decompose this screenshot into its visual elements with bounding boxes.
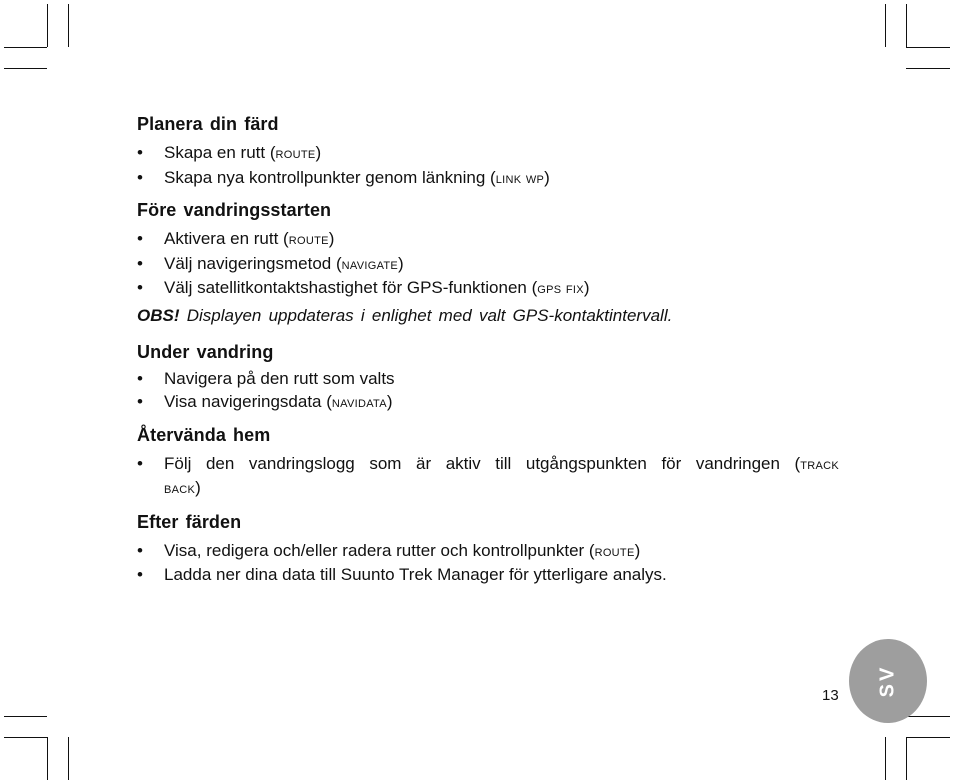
list-item (137, 452, 839, 501)
list-item: • Välj navigeringsmetod (navigate) (137, 252, 839, 277)
menu-code: navidata (331, 394, 387, 411)
crop-mark (906, 737, 907, 780)
bullet: • (137, 540, 143, 560)
menu-code: back (164, 480, 196, 497)
crop-mark (4, 716, 47, 717)
list-item: • Visa navigeringsdata (navidata) (137, 390, 839, 415)
menu-code: link wp (495, 169, 545, 187)
crop-mark (47, 4, 48, 47)
note-label: OBS! (137, 305, 180, 325)
language-tab-label: SV (876, 664, 899, 698)
bullet: • (137, 368, 143, 388)
menu-code: route (275, 145, 316, 162)
section-heading: Återvända hem (137, 424, 271, 445)
list-item-line: back) (164, 478, 201, 497)
menu-code: route (288, 231, 329, 248)
bullet-list (137, 539, 839, 587)
list-item: • Visa, redigera och/eller radera rutter och kontrollpunkter (route) (137, 539, 839, 564)
section-heading: Efter färden (137, 511, 242, 532)
crop-mark (47, 737, 48, 780)
crop-mark (68, 737, 69, 780)
list-item: • Välj satellitkontaktshastighet för GPS-funktionen (gps fix) (137, 276, 839, 301)
page-number: 13 (822, 687, 839, 704)
language-tab (849, 639, 927, 723)
bullet: • (137, 253, 143, 273)
crop-mark (906, 716, 950, 717)
section-heading: Planera din färd (137, 114, 279, 134)
list-item: • Navigera på den rutt som valts (137, 367, 839, 391)
page-content (137, 113, 839, 587)
bullet: • (137, 167, 143, 187)
note-text: Displayen uppdateras i enlighet med valt GPS-kontaktintervall. (186, 305, 673, 325)
crop-mark (906, 68, 950, 69)
menu-code: route (594, 542, 635, 560)
crop-mark (4, 47, 47, 48)
bullet: • (137, 229, 143, 248)
menu-code: navigate (341, 255, 399, 273)
list-item: • Aktivera en rutt (route) (137, 227, 839, 252)
crop-mark (885, 4, 886, 47)
crop-mark (906, 47, 950, 48)
note-paragraph (137, 304, 839, 327)
list-item-line: Följ den vandringslogg som är aktiv till utgångspunkten för vandringen (track (164, 453, 839, 473)
bullet-list (137, 141, 839, 190)
section-heading: Under vandring (137, 341, 274, 362)
bullet: • (137, 453, 143, 473)
bullet: • (137, 143, 143, 162)
bullet-list (137, 452, 839, 501)
list-item: • Skapa nya kontrollpunkter genom länkning (link wp) (137, 166, 839, 191)
crop-mark (4, 68, 47, 69)
crop-mark (885, 737, 886, 780)
crop-mark (4, 737, 47, 738)
crop-mark (906, 737, 950, 738)
menu-code: track (800, 455, 839, 473)
list-item: • Skapa en rutt (route) (137, 141, 839, 166)
crop-mark (68, 4, 69, 47)
section-heading: Före vandringsstarten (137, 200, 332, 220)
bullet: • (137, 278, 143, 297)
list-item: • Ladda ner dina data till Suunto Trek Manager för ytterligare analys. (137, 563, 839, 587)
bullet: • (137, 392, 143, 411)
crop-mark (906, 4, 907, 47)
bullet-list (137, 367, 839, 415)
bullet-list (137, 227, 839, 301)
bullet: • (137, 565, 143, 584)
menu-code: gps fix (537, 280, 584, 297)
